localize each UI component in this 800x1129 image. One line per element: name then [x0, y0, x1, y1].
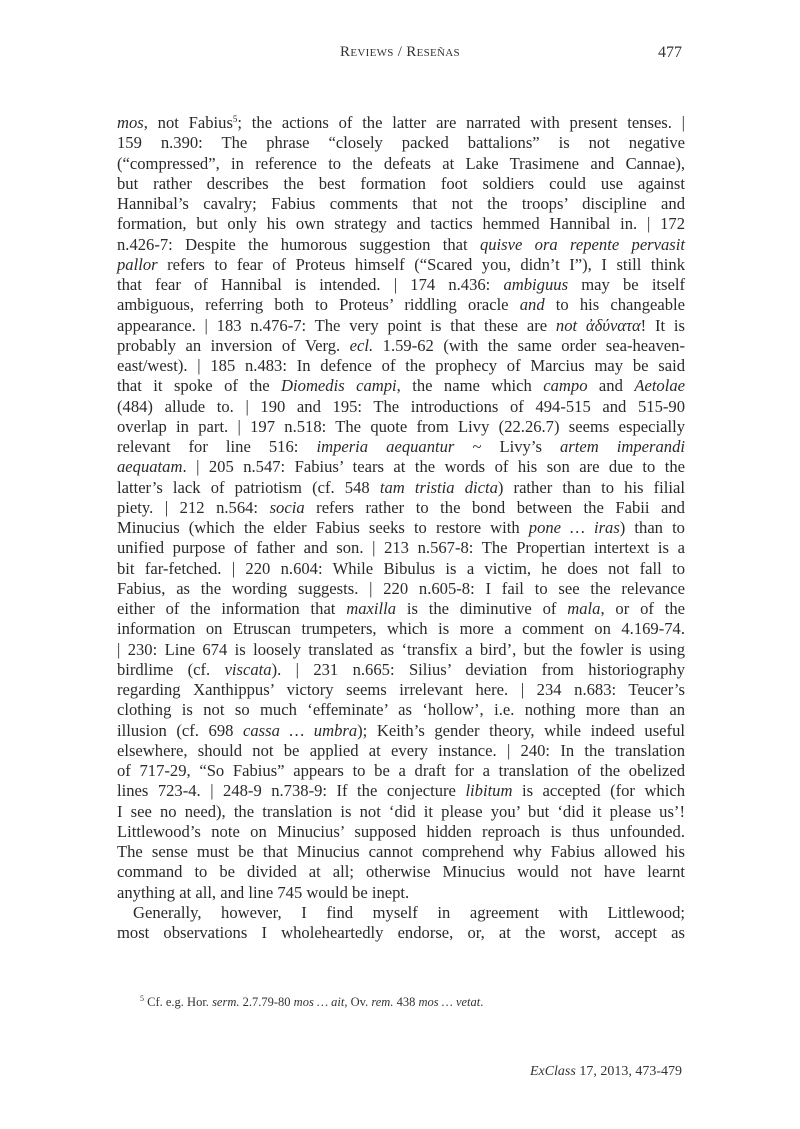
text-line [117, 842, 685, 862]
text-run: Fabius, as the wording suggests. | 220 n.605-8: I fail to see the relevance [117, 578, 685, 598]
text-run: anything at all, and line 745 would be inept. [117, 882, 410, 902]
italic-text: pone … iras [528, 518, 620, 537]
text-run: formation, but only his own strategy and tactics hemmed Hannibal in. | 172 [117, 214, 685, 234]
journal-citation [530, 1064, 682, 1080]
text-line [117, 133, 685, 153]
text-line [117, 316, 685, 336]
text-run: of 717-29, “So Fabius” appears to be a draft for a translation of the obelized [117, 761, 685, 780]
text-run: ) than to [619, 518, 685, 537]
text-line [117, 761, 685, 781]
italic-text: maxilla [346, 599, 397, 618]
italic-text: ecl. [349, 335, 374, 355]
text-line [117, 862, 685, 882]
text-run: 438 [393, 995, 419, 1009]
footnote-marker: 5 [140, 994, 144, 1003]
text-run: bit far-fetched. | 220 n.604: While Bibulus is a victim, he does not fall to [117, 558, 685, 578]
text-run: that fear of Hannibal is intended. | 174 n.436: [117, 275, 504, 294]
text-line [117, 640, 685, 660]
text-run: is the diminutive of [396, 599, 568, 618]
text-line [117, 336, 685, 356]
italic-text: tam tristia dicta [379, 477, 498, 497]
footnote-reference[interactable]: 5 [232, 114, 238, 124]
text-run: overlap in part. | 197 n.518: The quote from Livy (22.26.7) seems especially [117, 416, 685, 436]
italic-text: Aetolae [634, 376, 685, 396]
text-line [117, 376, 685, 396]
text-line [117, 275, 685, 295]
text-line [117, 923, 685, 943]
italic-text: ambiguus [503, 275, 569, 294]
text-line [117, 660, 685, 680]
text-run: probably an inversion of Verg. [117, 335, 350, 355]
text-run: appearance. | 183 n.476-7: The very point is that these are [117, 315, 556, 335]
text-run: n.426-7: Despite the humorous suggestion that [117, 234, 480, 254]
text-run: , not Fabius [143, 113, 233, 132]
italic-text: cassa … umbra [243, 720, 358, 740]
text-line [117, 295, 685, 315]
running-title: Reviews / Reseñas [340, 44, 460, 60]
text-line [117, 781, 685, 801]
text-line [117, 741, 685, 761]
text-run: but rather describes the best formation foot soldiers could use against [117, 173, 685, 193]
text-run: ~ Livy’s [454, 437, 560, 456]
text-run: elsewhere, should not be applied at every instance. | 240: In the translation [117, 740, 685, 760]
text-run: command to be divided at all; otherwise Minucius would not have learnt [117, 862, 685, 882]
text-run: regarding Xanthippus’ victory seems irrelevant here. | 234 n.683: Teucer’s [117, 680, 685, 699]
italic-text: mos … vetat [418, 995, 481, 1009]
text-line [117, 599, 685, 619]
text-line [117, 457, 685, 477]
text-run: 2.7.79-80 [239, 995, 294, 1009]
italic-text: serm. [212, 995, 240, 1009]
text-run: Generally, however, I find myself in agreement with Littlewood; [133, 902, 685, 922]
italic-text: rem. [371, 995, 394, 1009]
text-run: Minucius (which the elder Fabius seeks to restore with [117, 518, 529, 537]
page-number: 477 [658, 44, 682, 61]
text-line [117, 174, 685, 194]
text-line [117, 214, 685, 234]
text-run: relevant for line 516: [117, 437, 317, 456]
text-run: clothing is not so much ‘effeminate’ as ‘hollow’, i.e. nothing more than an [117, 700, 685, 720]
text-line [117, 619, 685, 639]
review-body-text [117, 113, 685, 943]
footnote-text [144, 995, 483, 1009]
text-run: 159 n.390: The phrase “closely packed battalions” is not negative [117, 133, 685, 153]
text-run: . [480, 995, 484, 1009]
text-run: refers to fear of Proteus himself (“Scared you, didn’t I”), I still think [157, 254, 685, 274]
text-run: piety. | 212 n.564: [117, 497, 270, 517]
journal-name: ExClass [529, 1064, 576, 1079]
text-line [117, 559, 685, 579]
italic-text: viscata [224, 659, 272, 679]
text-run: is accepted (for which [512, 781, 685, 801]
text-line [117, 397, 685, 417]
text-line [117, 822, 685, 842]
text-run: latter’s lack of patriotism (cf. 548 [117, 477, 380, 497]
italic-text: imperia aequantur [316, 437, 455, 456]
text-line [117, 113, 685, 133]
text-line [117, 903, 685, 923]
italic-text: libitum [465, 781, 513, 801]
text-run: most observations I wholeheartedly endorse, or, at the worst, accept as [117, 923, 685, 942]
italic-text: Diomedis campi [281, 376, 397, 396]
text-run: ) rather than to his filial [497, 477, 685, 497]
text-run: , or of the [600, 599, 685, 618]
text-line [117, 680, 685, 700]
text-run: I see no need), the translation is not ‘did it please you’ but ‘did it please us’! [117, 801, 685, 821]
text-run: . | 205 n.547: Fabius’ tears at the words of his son are due to the [182, 457, 685, 477]
italic-text: socia [269, 497, 305, 517]
text-run: may be itself [568, 275, 685, 294]
text-run: (484) allude to. | 190 and 195: The introductions of 494-515 and 515-90 [117, 396, 685, 416]
text-line [117, 498, 685, 518]
text-run: Cf. e.g. Hor. [144, 995, 213, 1009]
text-run: ambiguous, referring both to Proteus’ riddling oracle [117, 295, 520, 315]
text-run: ; the actions of the latter are narrated with present tenses. | [237, 113, 686, 132]
text-run: illusion (cf. 698 [117, 720, 243, 740]
italic-text: mos [117, 113, 144, 132]
text-run: to his changeable [544, 295, 685, 315]
text-run: that it spoke of the [117, 376, 282, 396]
italic-text: and [519, 295, 545, 315]
text-line [117, 255, 685, 275]
text-run: , Ov. [344, 995, 372, 1009]
text-run: | 230: Line 674 is loosely translated as ‘transfix a bird’, but the fowler is using [117, 639, 685, 659]
text-line [117, 235, 685, 255]
text-line [117, 700, 685, 720]
text-run: lines 723-4. | 248-9 n.738-9: If the conjecture [117, 781, 466, 801]
text-line [117, 417, 685, 437]
text-run: and [587, 376, 635, 396]
text-line [117, 356, 685, 376]
italic-text: mos … ait [293, 995, 345, 1009]
text-run: information on Etruscan trumpeters, which is more a comment on 4.169-74. [117, 619, 685, 639]
text-run: ! It is [640, 315, 685, 335]
text-run: The sense must be that Minucius cannot comprehend why Fabius allowed his [117, 842, 685, 861]
text-run: either of the information that [117, 599, 347, 618]
text-run: , the name which [396, 376, 544, 396]
text-line [117, 437, 685, 457]
text-line [117, 518, 685, 538]
text-line [117, 194, 685, 214]
text-run: ). | 231 n.665: Silius’ deviation from historiography [271, 659, 685, 679]
running-head [0, 44, 800, 68]
citation-details: 17, 2013, 473-479 [575, 1064, 682, 1079]
text-run: east/west). | 185 n.483: In defence of the prophecy of Marcius may be said [117, 356, 685, 375]
text-run: Littlewood’s note on Minucius’ supposed hidden reproach is thus unfounded. [117, 821, 685, 841]
text-run: birdlime (cf. [117, 659, 225, 679]
text-line [117, 154, 685, 174]
text-line [117, 802, 685, 822]
italic-text: not ἀδύνατα [555, 315, 641, 335]
text-run: (“compressed”, in reference to the defeats at Lake Trasimene and Cannae), [117, 153, 685, 173]
italic-text: mala [567, 599, 601, 618]
text-run: ); Keith’s gender theory, while indeed useful [357, 720, 685, 740]
italic-text: artem imperandi [560, 437, 686, 456]
italic-text: aequatam [117, 457, 183, 477]
text-line [117, 579, 685, 599]
text-run: 1.59-62 (with the same order sea-heaven- [373, 335, 685, 355]
italic-text: quisve ora repente pervasit [479, 234, 685, 254]
text-run: unified purpose of father and son. | 213 n.567-8: The Propertian intertext is a [117, 538, 685, 558]
footnote-5 [140, 995, 483, 1010]
text-run: refers rather to the bond between the Fabii and [304, 497, 685, 517]
text-line [117, 538, 685, 558]
italic-text: campo [543, 376, 588, 396]
text-line [117, 883, 685, 903]
text-line [117, 478, 685, 498]
italic-text: pallor [117, 254, 158, 274]
text-line [117, 721, 685, 741]
text-run: Hannibal’s cavalry; Fabius comments that not the troops’ discipline and [117, 194, 685, 213]
